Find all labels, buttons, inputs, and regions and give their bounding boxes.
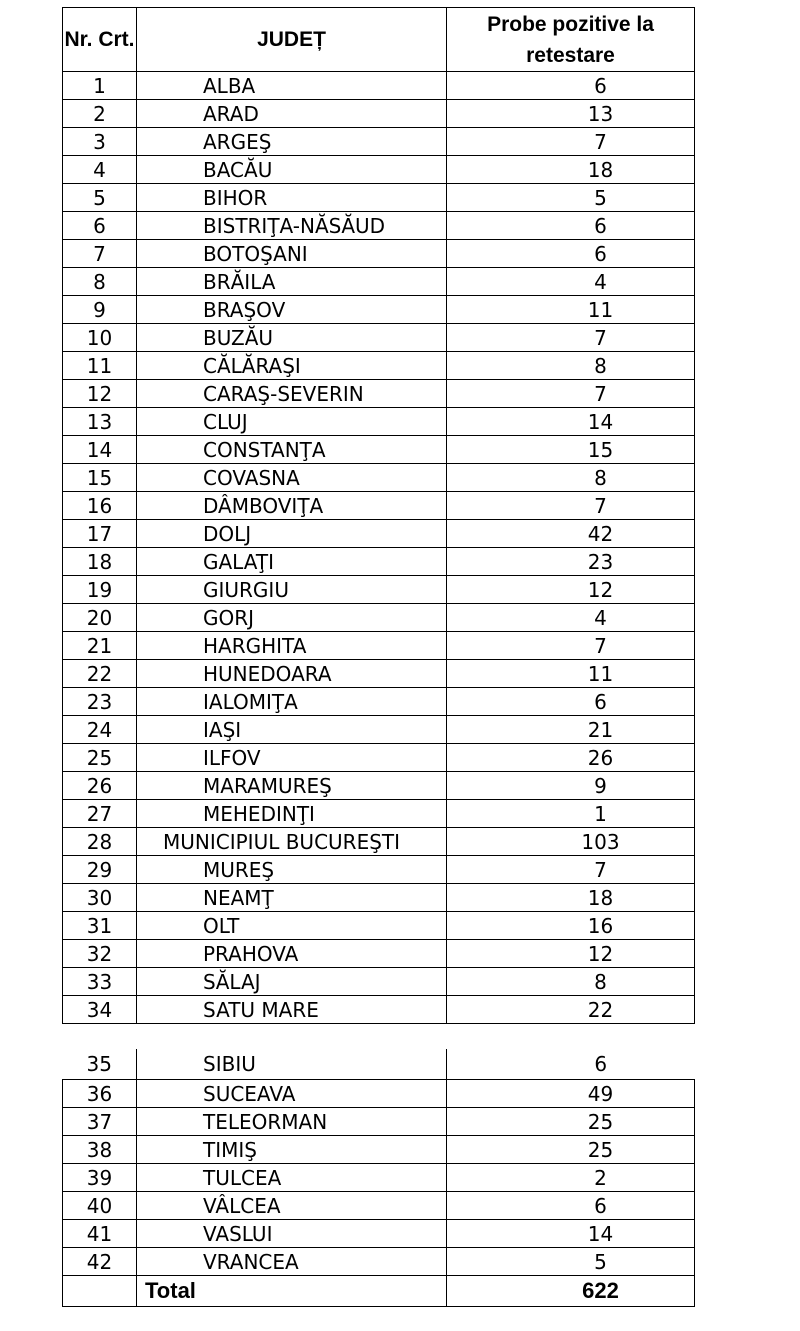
row-judet: BISTRIŢA-NĂSĂUD: [137, 212, 447, 240]
row-judet: ILFOV: [137, 744, 447, 772]
row-judet: OLT: [137, 912, 447, 940]
row-value: 6: [447, 1192, 695, 1220]
table-row: [63, 352, 695, 380]
table-row: [63, 520, 695, 548]
row-judet: BRAŞOV: [137, 296, 447, 324]
row-value: 7: [447, 492, 695, 520]
row-judet: TIMIŞ: [137, 1136, 447, 1164]
row-judet: VRANCEA: [137, 1248, 447, 1276]
row-nr: 25: [63, 744, 137, 772]
row-value: 7: [447, 380, 695, 408]
table-row: [63, 212, 695, 240]
table-row: [63, 1136, 695, 1164]
row-value: 1: [447, 800, 695, 828]
row-nr: 12: [63, 380, 137, 408]
row-nr: 13: [63, 408, 137, 436]
row-value: 6: [447, 688, 695, 716]
total-row: [63, 1276, 695, 1307]
table-row: [63, 1049, 695, 1080]
row-nr: 23: [63, 688, 137, 716]
row-judet: BUZĂU: [137, 324, 447, 352]
row-nr: 9: [63, 296, 137, 324]
table-row: [63, 1164, 695, 1192]
row-value: 11: [447, 296, 695, 324]
row-judet: CARAŞ-SEVERIN: [137, 380, 447, 408]
row-judet: TELEORMAN: [137, 1108, 447, 1136]
table-row: [63, 408, 695, 436]
table-row: [63, 632, 695, 660]
row-nr: 42: [63, 1248, 137, 1276]
table-row: [63, 828, 695, 856]
table-row: [63, 1108, 695, 1136]
row-nr: 27: [63, 800, 137, 828]
row-judet: HARGHITA: [137, 632, 447, 660]
row-judet: ARGEŞ: [137, 128, 447, 156]
header-row: [63, 8, 695, 72]
row-nr: 35: [63, 1049, 137, 1080]
row-value: 7: [447, 128, 695, 156]
row-nr: 29: [63, 856, 137, 884]
table-row: [63, 912, 695, 940]
row-value: 25: [447, 1136, 695, 1164]
table-row: [63, 576, 695, 604]
row-value: 12: [447, 940, 695, 968]
row-judet: NEAMŢ: [137, 884, 447, 912]
row-value: 13: [447, 100, 695, 128]
row-value: 25: [447, 1108, 695, 1136]
row-judet: GORJ: [137, 604, 447, 632]
table-row: [63, 72, 695, 100]
county-table-part1: [62, 7, 695, 1024]
row-nr: 30: [63, 884, 137, 912]
table-row: [63, 856, 695, 884]
row-judet: SATU MARE: [137, 996, 447, 1024]
row-nr: 4: [63, 156, 137, 184]
table-row: [63, 940, 695, 968]
row-judet: CONSTANŢA: [137, 436, 447, 464]
row-nr: 39: [63, 1164, 137, 1192]
row-judet: DOLJ: [137, 520, 447, 548]
table-row: [63, 492, 695, 520]
row-value: 14: [447, 408, 695, 436]
row-judet: BIHOR: [137, 184, 447, 212]
table-row: [63, 1248, 695, 1276]
total-value: 622: [447, 1276, 695, 1307]
row-nr: 36: [63, 1080, 137, 1108]
table-row: [63, 296, 695, 324]
row-nr: 28: [63, 828, 137, 856]
row-judet: MARAMUREŞ: [137, 772, 447, 800]
table-row: [63, 1192, 695, 1220]
row-judet: GIURGIU: [137, 576, 447, 604]
table-row: [63, 100, 695, 128]
table-row: [63, 772, 695, 800]
row-value: 7: [447, 324, 695, 352]
row-value: 4: [447, 268, 695, 296]
row-judet: BACĂU: [137, 156, 447, 184]
row-value: 8: [447, 464, 695, 492]
table-row: [63, 184, 695, 212]
table-row: [63, 604, 695, 632]
row-judet: PRAHOVA: [137, 940, 447, 968]
row-value: 9: [447, 772, 695, 800]
table-row: [63, 464, 695, 492]
row-value: 26: [447, 744, 695, 772]
row-nr: 2: [63, 100, 137, 128]
row-value: 2: [447, 1164, 695, 1192]
table-row: [63, 1220, 695, 1248]
row-value: 8: [447, 968, 695, 996]
row-value: 16: [447, 912, 695, 940]
row-nr: 33: [63, 968, 137, 996]
row-value: 103: [447, 828, 695, 856]
table-row: [63, 996, 695, 1024]
row-nr: 38: [63, 1136, 137, 1164]
row-nr: 1: [63, 72, 137, 100]
table-row: [63, 716, 695, 744]
row-value: 4: [447, 604, 695, 632]
table-row: [63, 268, 695, 296]
row-judet: MUNICIPIUL BUCUREŞTI: [137, 828, 447, 856]
row-value: 6: [447, 240, 695, 268]
row-value: 6: [447, 212, 695, 240]
row-judet: SĂLAJ: [137, 968, 447, 996]
row-judet: BOTOŞANI: [137, 240, 447, 268]
row-value: 15: [447, 436, 695, 464]
row-judet: TULCEA: [137, 1164, 447, 1192]
row-judet: CĂLĂRAŞI: [137, 352, 447, 380]
row-judet: HUNEDOARA: [137, 660, 447, 688]
row-nr: 37: [63, 1108, 137, 1136]
row-judet: GALAŢI: [137, 548, 447, 576]
row-nr: 31: [63, 912, 137, 940]
table-row: [63, 744, 695, 772]
row-value: 18: [447, 884, 695, 912]
table-row: [63, 660, 695, 688]
row-nr: 17: [63, 520, 137, 548]
row-value: 8: [447, 352, 695, 380]
row-nr: 21: [63, 632, 137, 660]
row-nr: 24: [63, 716, 137, 744]
row-judet: MEHEDINŢI: [137, 800, 447, 828]
row-judet: COVASNA: [137, 464, 447, 492]
row-value: 18: [447, 156, 695, 184]
row-nr: 22: [63, 660, 137, 688]
header-nr: Nr. Crt.: [63, 8, 137, 72]
row-value: 6: [447, 1049, 695, 1080]
row-judet: DÂMBOVIŢA: [137, 492, 447, 520]
row-value: 22: [447, 996, 695, 1024]
row-value: 6: [447, 72, 695, 100]
table-row: [63, 436, 695, 464]
row-judet: ALBA: [137, 72, 447, 100]
row-nr: 41: [63, 1220, 137, 1248]
row-nr: 18: [63, 548, 137, 576]
row-value: 42: [447, 520, 695, 548]
total-nr-cell: [63, 1276, 137, 1307]
row-value: 5: [447, 1248, 695, 1276]
row-judet: SUCEAVA: [137, 1080, 447, 1108]
row-judet: SIBIU: [137, 1049, 447, 1080]
row-nr: 10: [63, 324, 137, 352]
row-judet: VASLUI: [137, 1220, 447, 1248]
total-label: Total: [137, 1276, 447, 1307]
row-nr: 3: [63, 128, 137, 156]
header-judet: JUDEȚ: [137, 8, 447, 72]
county-table-part2: [62, 1049, 695, 1307]
row-nr: 40: [63, 1192, 137, 1220]
row-judet: VÂLCEA: [137, 1192, 447, 1220]
row-nr: 6: [63, 212, 137, 240]
table-row: [63, 1080, 695, 1108]
row-judet: IALOMIŢA: [137, 688, 447, 716]
table-row: [63, 800, 695, 828]
row-nr: 5: [63, 184, 137, 212]
row-value: 21: [447, 716, 695, 744]
table-row: [63, 548, 695, 576]
table-row: [63, 156, 695, 184]
row-judet: CLUJ: [137, 408, 447, 436]
row-value: 14: [447, 1220, 695, 1248]
table-row: [63, 240, 695, 268]
row-value: 12: [447, 576, 695, 604]
row-value: 7: [447, 856, 695, 884]
row-nr: 20: [63, 604, 137, 632]
row-nr: 15: [63, 464, 137, 492]
header-probe: Probe pozitive la retestare: [447, 8, 695, 72]
table-row: [63, 884, 695, 912]
row-nr: 8: [63, 268, 137, 296]
row-nr: 14: [63, 436, 137, 464]
row-value: 7: [447, 632, 695, 660]
row-judet: BRĂILA: [137, 268, 447, 296]
table-row: [63, 968, 695, 996]
table-row: [63, 380, 695, 408]
row-nr: 34: [63, 996, 137, 1024]
table-row: [63, 128, 695, 156]
table-row: [63, 688, 695, 716]
row-value: 5: [447, 184, 695, 212]
row-nr: 11: [63, 352, 137, 380]
row-nr: 32: [63, 940, 137, 968]
row-nr: 16: [63, 492, 137, 520]
row-judet: MUREŞ: [137, 856, 447, 884]
row-value: 49: [447, 1080, 695, 1108]
row-nr: 26: [63, 772, 137, 800]
row-value: 23: [447, 548, 695, 576]
table-row: [63, 324, 695, 352]
row-judet: IAŞI: [137, 716, 447, 744]
row-judet: ARAD: [137, 100, 447, 128]
row-value: 11: [447, 660, 695, 688]
row-nr: 7: [63, 240, 137, 268]
row-nr: 19: [63, 576, 137, 604]
